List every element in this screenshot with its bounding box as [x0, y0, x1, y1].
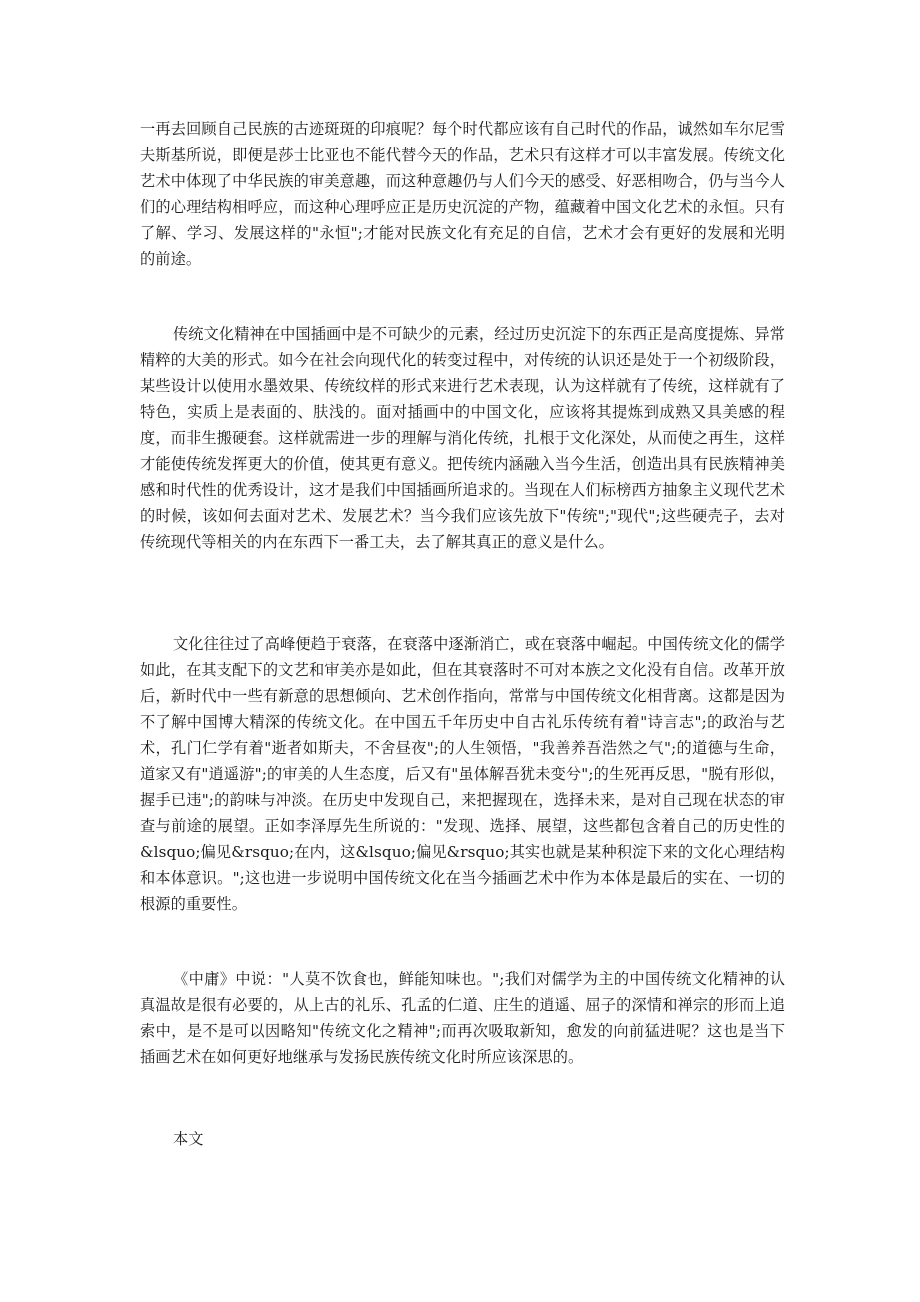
paragraph-4: 《中庸》中说："人莫不饮食也，鲜能知味也。";我们对儒学为主的中国传统文化精神的认真温故是很有必要的，从上古的礼乐、孔孟的仁道、庄生的逍遥、屈子的深情和禅宗的形而上追索中，是不是可以因略知"传统文化之精神";而再次吸取新知，愈发的向前猛进呢？这也是当下插画艺术在如何更好地继承与发扬民族传统文化时所应该深思的。: [140, 970, 785, 1066]
paragraph-3: 文化往往过了高峰便趋于衰落，在衰落中逐渐消亡，或在衰落中崛起。中国传统文化的儒学如此，在其支配下的文艺和审美亦是如此，但在其衰落时不可对本族之文化没有自信。改革开放后，新时代中一些有新意的思想倾向、艺术创作指向，常常与中国传统文化相背离。这都是因为不了解中国博大精深的传统文化。在中国五千年历史中自古礼乐传统有着"诗言志";的政治与艺术，孔门仁学有着"逝者如斯夫，不舍昼夜";的人生领悟，"我善养吾浩然之气";的道德与生命，道家又有"逍遥游";的审美的人生态度，后又有"虽体解吾犹未变兮";的生死再反思，"脱有形似，握手已违";的韵味与冲淡。在历史中发现自己，来把握现在，选择未来，是对自己现在状态的审查与前途的展望。正如李泽厚先生所说的："发现、选择、展望，这些都包含着自己的历史性的&lsquo;偏见&rsquo;在内，这&lsquo;偏见&rsquo;其实也就是某种积淀下来的文化心理结构和本体意识。";这也进一步说明中国传统文化在当今插画艺术中作为本体是最后的实在、一切的根源的重要性。: [140, 635, 785, 913]
paragraph-2: 传统文化精神在中国插画中是不可缺少的元素，经过历史沉淀下的东西正是高度提炼、异常精粹的大美的形式。如今在社会向现代化的转变过程中，对传统的认识还是处于一个初级阶段，某些设计以使用水墨效果、传统纹样的形式来进行艺术表现，认为这样就有了传统，这样就有了特色，实质上是表面的、肤浅的。面对插画中的中国文化，应该将其提炼到成熟又具美感的程度，而非生搬硬套。这样就需进一步的理解与消化传统，扎根于文化深处，从而使之再生，这样才能使传统发挥更大的价值，使其更有意义。把传统内涵融入当今生活，创造出具有民族精神美感和时代性的优秀设计，这才是我们中国插画所追求的。当现在人们标榜西方抽象主义现代艺术的时候，该如何去面对艺术、发展艺术？当今我们应该先放下"传统";"现代";这些硬壳子，去对传统现代等相关的内在东西下一番工夫，去了解其真正的意义是什么。: [140, 325, 785, 551]
paragraph-1: 一再去回顾自己民族的古迹斑斑的印痕呢？每个时代都应该有自己时代的作品，诚然如车尔尼雪夫斯基所说，即便是莎士比亚也不能代替今天的作品，艺术只有这样才可以丰富发展。传统文化艺术中体现了中华民族的审美意趣，而这种意趣仍与人们今天的感受、好恶相吻合，仍与当今人们的心理结构相呼应，而这种心理呼应正是历史沉淀的产物，蕴藏着中国文化艺术的永恒。只有了解、学习、发展这样的"永恒";才能对民族文化有充足的自信，艺术才会有更好的发展和光明的前途。: [140, 120, 785, 268]
paragraph-5: 本文: [173, 1130, 204, 1148]
